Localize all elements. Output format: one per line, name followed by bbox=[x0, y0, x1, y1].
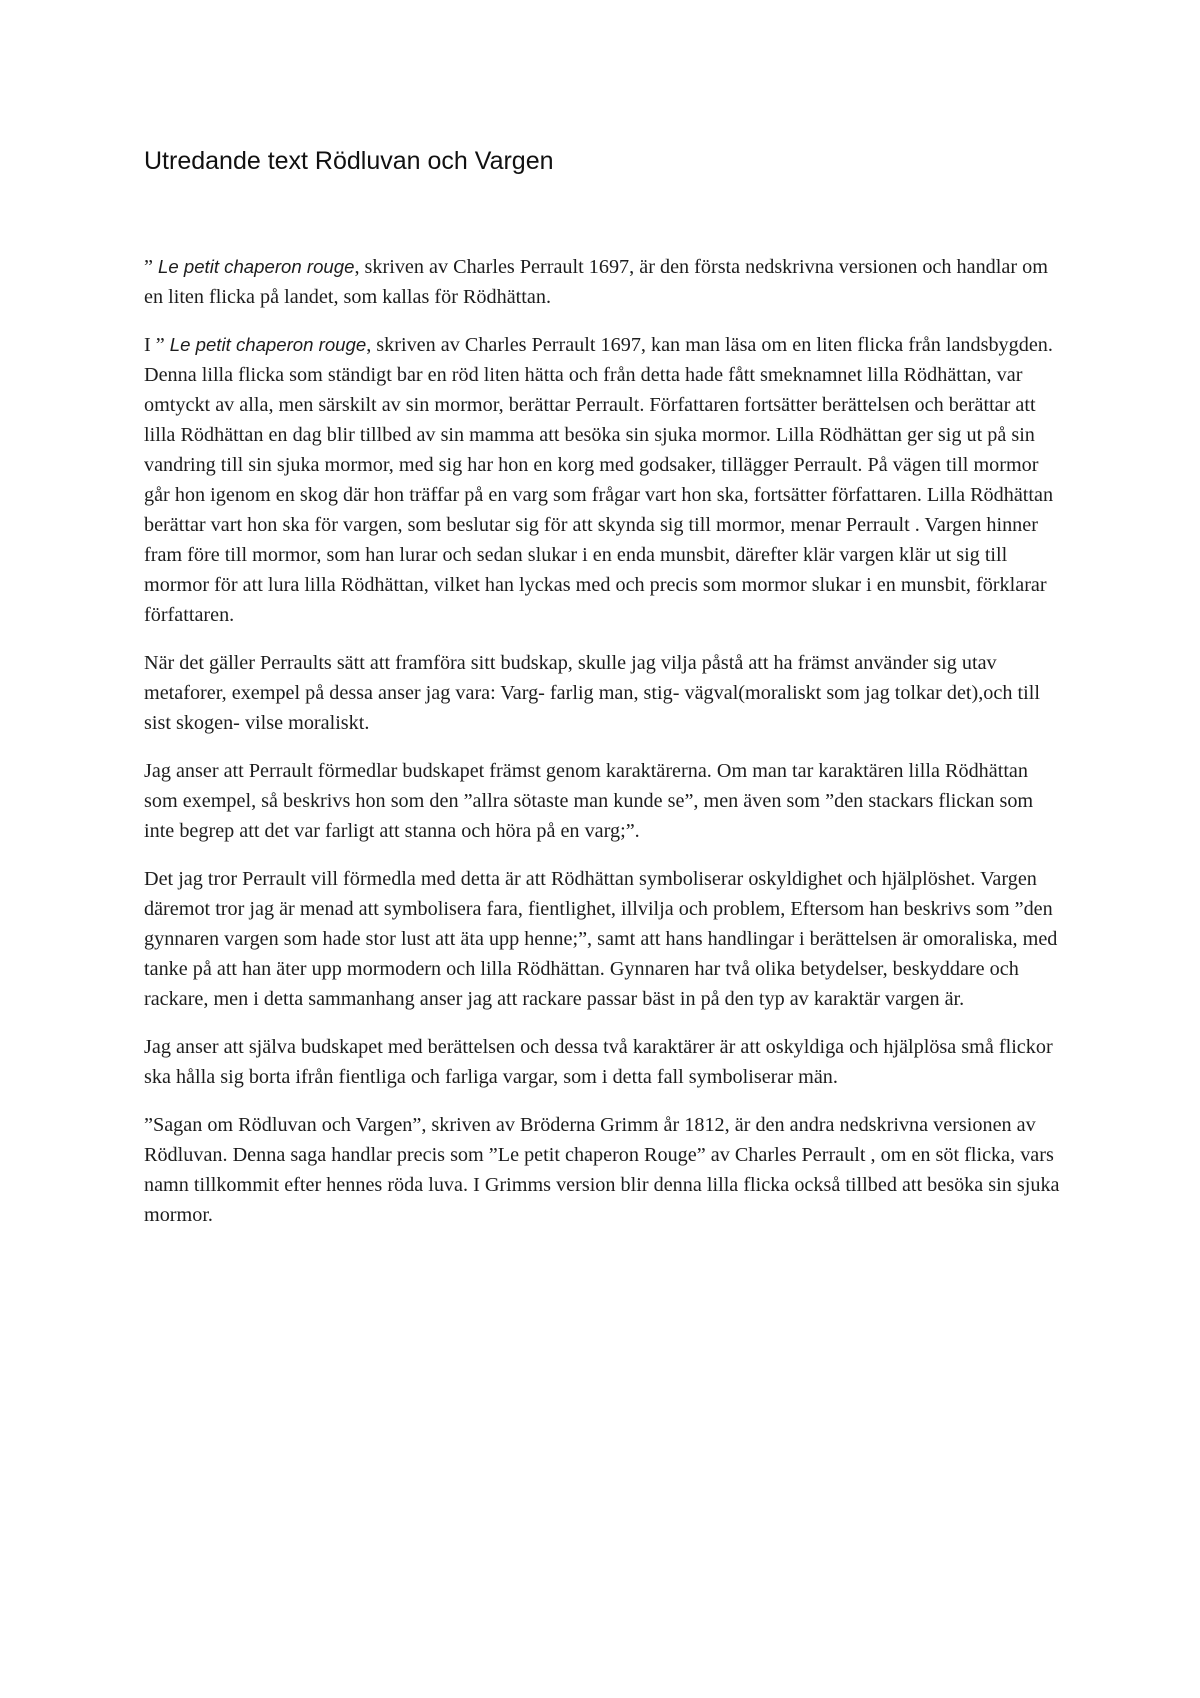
paragraph-2 bbox=[144, 330, 1064, 630]
document-body bbox=[144, 252, 1064, 1248]
paragraph-1 bbox=[144, 252, 1064, 312]
work-title: Le petit chaperon rouge bbox=[158, 256, 355, 277]
paragraph-3: När det gäller Perraults sätt att framföra sitt budskap, skulle jag vilja påstå att ha främst använder sig utav metaforer, exempel på dessa anser jag vara: Varg- farlig man, stig- vägval(moraliskt som jag tolkar det),och till sist skogen- vilse moraliskt. bbox=[144, 652, 1040, 734]
paragraph-4: Jag anser att Perrault förmedlar budskapet främst genom karaktärerna. Om man tar karaktären lilla Rödhättan som exempel, så beskrivs hon som den ”allra sötaste man kunde se”, men även som ”den stackars flickan som inte begrep att det var farligt att stanna och höra på en varg;”. bbox=[144, 760, 1034, 842]
work-title: Le petit chaperon rouge bbox=[169, 334, 367, 355]
open-quote: ” bbox=[144, 256, 159, 278]
paragraph-2-text: , skriven av Charles Perrault 1697, kan man läsa om en liten flicka från landsbygden. Denna lilla flicka som ständigt bar en röd liten hätta och från detta hade fått smeknamnet lilla Rödhättan, var omtyckt av alla, men särskilt av sin mormor, berättar Perrault. Författaren fortsätter berättelsen och berättar att lilla Rödhättan en dag blir tillbed av sin mamma att besöka sin sjuka mormor. Lilla Rödhättan ger sig ut på sin vandring till sin sjuka mormor, med sig har hon en korg med godsaker, tillägger Perrault. På vägen till mormor går hon igenom en skog där hon träffar på en varg som frågar vart hon ska, fortsätter författaren. Lilla Rödhättan berättar vart hon ska för vargen, som beslutar sig för att skynda sig till mormor, menar Perrault . Vargen hinner fram före till mormor, som han lurar och sedan slukar i en enda munsbit, därefter klär vargen klär ut sig till mormor för att lura lilla Rödhättan, vilket han lyckas med och precis som mormor slukar i en munsbit, förklarar författaren. bbox=[144, 334, 1054, 626]
document-title: Utredande text Rödluvan och Vargen bbox=[144, 147, 554, 175]
paragraph-2-prefix: I ” bbox=[144, 334, 170, 356]
paragraph-7: ”Sagan om Rödluvan och Vargen”, skriven av Bröderna Grimm år 1812, är den andra nedskrivna versionen av Rödluvan. Denna saga handlar precis som ”Le petit chaperon Rouge” av Charles Perrault , om en söt flicka, vars namn tillkommit efter hennes röda luva. I Grimms version blir denna lilla flicka också tillbed att besöka sin sjuka mormor. bbox=[144, 1114, 1060, 1226]
paragraph-6: Jag anser att själva budskapet med berättelsen och dessa två karaktärer är att oskyldiga och hjälplösa små flickor ska hålla sig borta ifrån fientliga och farliga vargar, som i detta fall symboliserar män. bbox=[144, 1036, 1053, 1088]
paragraph-5: Det jag tror Perrault vill förmedla med detta är att Rödhättan symboliserar oskyldighet och hjälplöshet. Vargen däremot tror jag är menad att symbolisera fara, fientlighet, illvilja och problem, Eftersom han beskrivs som ”den gynnaren vargen som hade stor lust att äta upp henne;”, samt att hans handlingar i berättelsen är omoraliska, med tanke på att han äter upp mormodern och lilla Rödhättan. Gynnaren har två olika betydelser, beskyddare och rackare, men i detta sammanhang anser jag att rackare passar bäst in på den typ av karaktär vargen är. bbox=[144, 868, 1058, 1010]
paragraph-1-text: , skriven av Charles Perrault 1697, är den första nedskrivna versionen och handlar om en liten flicka på landet, som kallas för Rödhättan. bbox=[144, 256, 1048, 308]
